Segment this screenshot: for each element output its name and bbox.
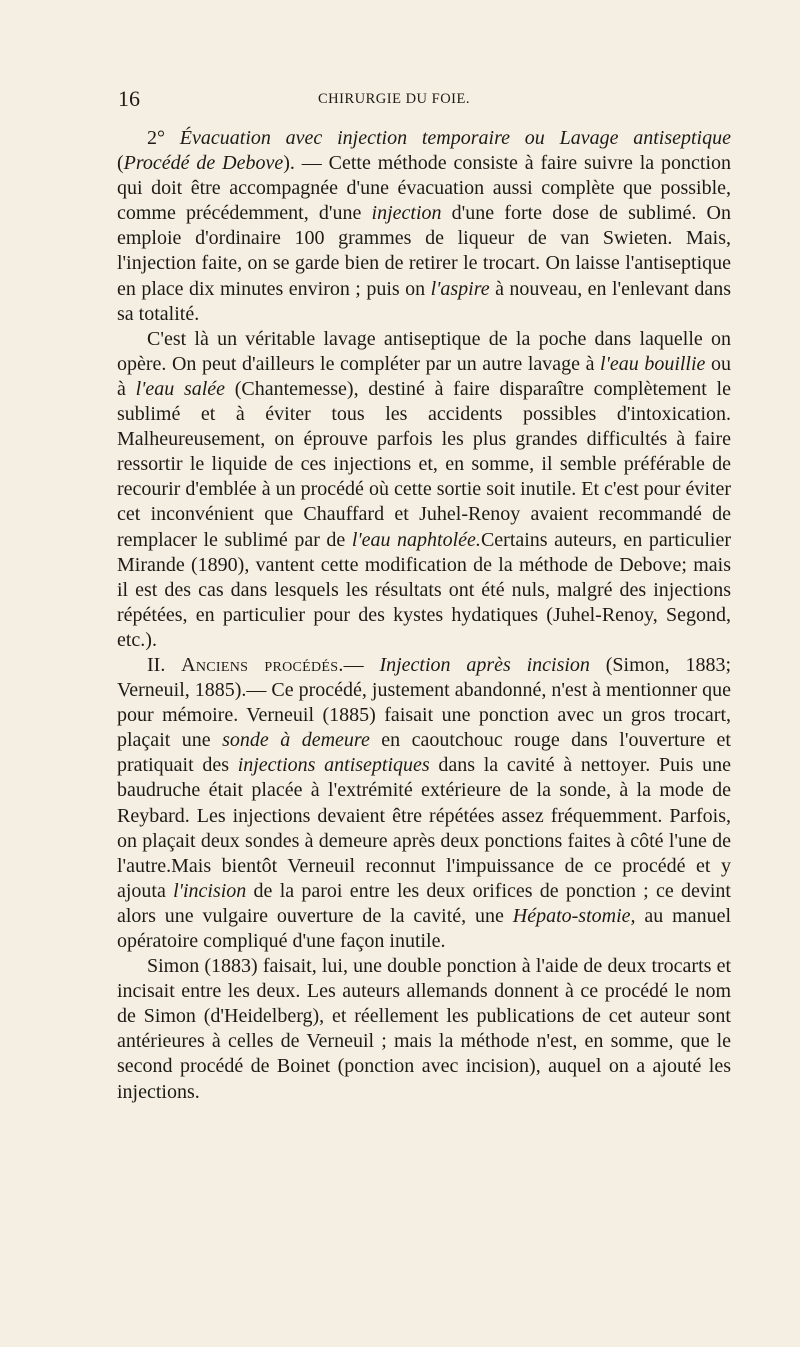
paragraph-anciens-procedes: II. Anciens procédés.— Injection après incision (Simon, 1883; Verneuil, 1885).— Ce procédé, justement abandonné, n'est à mentionner que pour mémoire. Verneuil (1885) faisait une ponction avec un gros trocart, plaçait une sonde à demeure en caoutchouc rouge dans l'ouverture et pratiquait des injections antiseptiques dans la cavité à nettoyer. Puis une baudruche était placée à l'extrémité extérieure de la sonde, à la mode de Reybard. Les injections devaient être répétées assez fréquemment. Parfois, on plaçait deux sondes à demeure après deux ponctions faites à côté l'une de l'autre.Mais bientôt Verneuil reconnut l'impuissance de ce procédé et y ajouta l'incision de la paroi entre les deux orifices de ponction ; ce devint alors une vulgaire ouverture de la cavité, une Hépato-stomie, au manuel opératoire compliqué d'une façon inutile. (117, 653, 732, 952)
section-title: Évacuation avec injection temporaire ou Lavage antiseptique (179, 127, 731, 149)
body-text (117, 126, 731, 1105)
section-subtitle: Procédé de Debove (123, 152, 284, 175)
paragraph-lavage-antiseptique: 2° Évacuation avec injection temporaire ou Lavage antiseptique (Procédé de Debove). — Cette méthode consiste à faire suivre la ponction qui doit être accompagnée d'une évacuation aussi complète que possible, comme précédemment, d'une injection d'une forte dose de sublimé. On emploie d'ordinaire 100 grammes de liqueur de van Swieten. Mais, l'injection faite, on se garde bien de retirer le trocart. On laisse l'antiseptique en place dix minutes environ ; puis on l'aspire à nouveau, en l'enlevant dans sa totalité. (117, 127, 731, 325)
paragraph-lavage-details: C'est là un véritable lavage antiseptique de la poche dans laquelle on opère. On peut d'ailleurs le compléter par un autre lavage à l'eau bouillie ou à l'eau salée (Chantemesse), destiné à faire disparaître complètement le sublimé et à éviter tous les accidents possibles d'intoxication. Malheureusement, on éprouve parfois les plus grandes difficultés à faire ressortir le liquide de ces injections et, en somme, il semble préférable de recourir d'emblée à un procédé où cette sortie soit inutile. Et c'est pour éviter cet inconvénient que Chauffard et Juhel-Renoy avaient recommandé de remplacer le sublimé par de l'eau naphtolée.Certains auteurs, en particulier Mirande (1890), vantent cette modification de la méthode de Debove; mais il est des cas dans lesquels les résultats ont été nuls, malgré des injections répétées, en particulier pour des kystes hydatiques (Juhel-Renoy, Segond, etc.). (117, 327, 732, 651)
section-number: 2° (147, 127, 165, 149)
page-number: 16 (118, 86, 140, 111)
paragraph-simon: Simon (1883) faisait, lui, une double ponction à l'aide de deux trocarts et incisait entre les deux. Les auteurs allemands donnent à ce procédé le nom de Simon (d'Heidelberg), et réellement les publications de cet auteur sont antérieures à celles de Verneuil ; mais la méthode n'est, en somme, que le second procédé de Boinet (ponction avec incision), auquel on a ajouté les injections. (117, 955, 731, 1103)
page-header (118, 86, 718, 116)
running-title: CHIRURGIE DU FOIE. (318, 91, 470, 107)
section-heading-smallcaps: Anciens procédés. (181, 653, 344, 676)
section-title-injection: Injection après incision (379, 653, 590, 676)
